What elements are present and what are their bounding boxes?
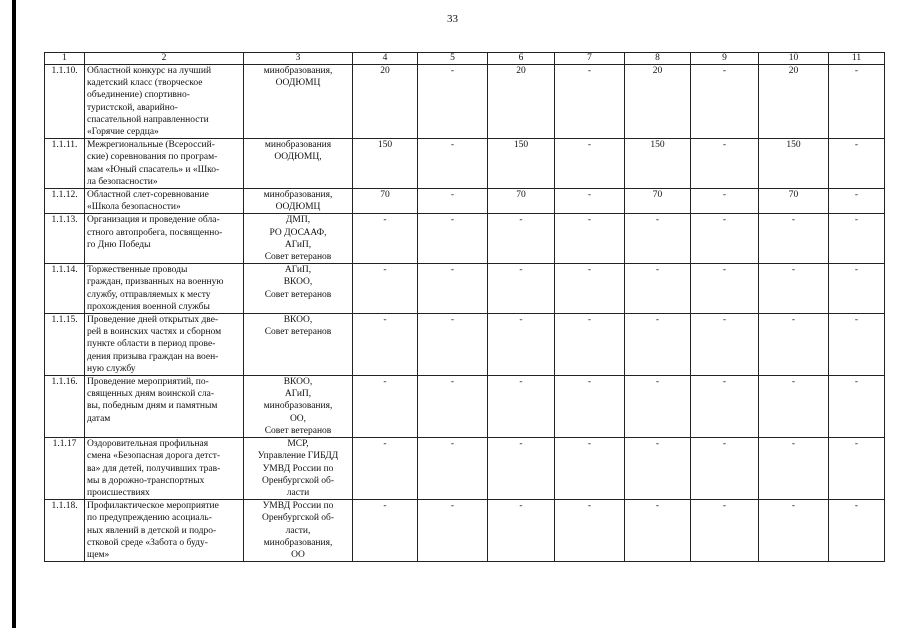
responsible-line: Совет ветеранов (264, 289, 332, 300)
activity-name (85, 500, 244, 562)
activity-name-line: Областной слет-соревнование (87, 190, 209, 201)
value-cell: - (418, 189, 488, 214)
value-cell: - (418, 65, 488, 139)
activities-table (44, 52, 885, 562)
binding-edge (12, 0, 16, 628)
activity-name (85, 214, 244, 264)
value-cell: - (555, 314, 625, 376)
activity-name-line: стковой среде «Забота о буду- (87, 537, 208, 548)
activity-name-line: происшествиях (87, 487, 150, 498)
column-header: 8 (625, 53, 691, 65)
responsible-line: ласти (286, 487, 310, 498)
responsible-executors (244, 65, 353, 139)
responsible-line: УМВД России по (262, 463, 334, 474)
value-cell: - (353, 264, 418, 314)
activity-name (85, 376, 244, 438)
value-cell: - (829, 376, 885, 438)
activity-name-line: датам (87, 413, 111, 424)
table-row (45, 214, 885, 264)
item-number: 1.1.17 (45, 438, 85, 500)
responsible-executors (244, 500, 353, 562)
value-cell: - (625, 314, 691, 376)
value-cell: - (829, 189, 885, 214)
activity-name-line: рей в воинских частях и сборном (87, 327, 222, 338)
activity-name-line: дения призыва граждан на воен- (87, 351, 219, 362)
activity-name-line: смена «Безопасная дорога детст- (87, 451, 221, 462)
responsible-line: минобразования, (263, 537, 333, 548)
value-cell: - (555, 376, 625, 438)
value-cell: - (625, 500, 691, 562)
value-cell: - (555, 189, 625, 214)
activity-name-line: го Дню Победы (87, 239, 151, 250)
responsible-line: УМВД России по (262, 501, 334, 512)
value-cell: - (418, 214, 488, 264)
responsible-line: минобразования, (263, 401, 333, 412)
activity-name-line: пункте области в период прове- (87, 339, 216, 350)
value-cell: - (555, 438, 625, 500)
value-cell: - (829, 65, 885, 139)
responsible-line: Оренбургской об- (261, 513, 335, 524)
activity-name-line: «Школа безопасности» (87, 202, 181, 213)
item-number: 1.1.12. (45, 189, 85, 214)
activity-name-line: по предупреждению асоциаль- (87, 513, 212, 524)
column-header: 3 (244, 53, 353, 65)
value-cell: - (625, 264, 691, 314)
value-cell: - (759, 438, 829, 500)
column-header: 6 (488, 53, 555, 65)
responsible-line: ОО, (289, 413, 307, 424)
table-row (45, 264, 885, 314)
value-cell: - (829, 264, 885, 314)
activity-name-line: граждан, призванных на военную (87, 277, 224, 288)
activity-name-line: Межрегиональные (Всероссий- (87, 140, 215, 151)
value-cell: - (691, 189, 759, 214)
value-cell: - (691, 139, 759, 189)
value-cell: - (418, 376, 488, 438)
responsible-executors (244, 376, 353, 438)
value-cell: - (759, 214, 829, 264)
responsible-executors (244, 438, 353, 500)
value-cell: - (488, 376, 555, 438)
responsible-line: ДМП, (285, 215, 311, 226)
activity-name (85, 189, 244, 214)
table-row (45, 314, 885, 376)
activity-name-line: Оздоровительная профильная (87, 439, 209, 450)
item-number: 1.1.13. (45, 214, 85, 264)
activity-name-line: щем» (87, 549, 110, 560)
item-number: 1.1.16. (45, 376, 85, 438)
value-cell: - (353, 214, 418, 264)
value-cell: - (418, 314, 488, 376)
value-cell: 20 (353, 65, 418, 139)
value-cell: - (488, 500, 555, 562)
table-body (45, 65, 885, 562)
table-row (45, 438, 885, 500)
activity-name-line: Проведение дней открытых две- (87, 315, 219, 326)
item-number: 1.1.18. (45, 500, 85, 562)
column-header: 7 (555, 53, 625, 65)
value-cell: - (555, 500, 625, 562)
value-cell: - (555, 139, 625, 189)
column-header: 2 (85, 53, 244, 65)
value-cell: 150 (488, 139, 555, 189)
responsible-executors (244, 264, 353, 314)
item-number: 1.1.10. (45, 65, 85, 139)
responsible-line: ОО (291, 549, 305, 560)
value-cell: - (691, 438, 759, 500)
responsible-line: ВКОО, (283, 315, 313, 326)
column-header: 4 (353, 53, 418, 65)
activity-name (85, 264, 244, 314)
activity-name-line: ва» для детей, получивших трав- (87, 463, 221, 474)
value-cell: - (759, 264, 829, 314)
activity-name-line: мы в дорожно-транспортных (87, 475, 205, 486)
value-cell: - (625, 376, 691, 438)
activity-name-line: прохождения военной службы (87, 301, 210, 312)
activity-name-line: туристской, аварийно- (87, 102, 178, 113)
responsible-line: ВКОО, (283, 377, 313, 388)
activity-name-line: кадетский класс (творческое (87, 78, 203, 89)
activity-name-line: священных дням воинской сла- (87, 389, 215, 400)
responsible-line: АГиП, (284, 239, 312, 250)
value-cell: - (691, 376, 759, 438)
header-row (45, 53, 885, 65)
activity-name-line: стного автопробега, посвященно- (87, 227, 223, 238)
value-cell: - (829, 314, 885, 376)
activity-name-line: мам «Юный спасатель» и «Шко- (87, 164, 220, 175)
responsible-line: ООДЮМЦ (275, 202, 321, 213)
value-cell: 150 (625, 139, 691, 189)
value-cell: - (829, 139, 885, 189)
value-cell: - (488, 438, 555, 500)
value-cell: - (488, 314, 555, 376)
responsible-line: ласти, (285, 525, 311, 536)
value-cell: 150 (353, 139, 418, 189)
responsible-line: минобразования, (263, 190, 333, 201)
activity-name-line: службу, отправляемых к месту (87, 289, 211, 300)
value-cell: - (691, 264, 759, 314)
item-number: 1.1.14. (45, 264, 85, 314)
activity-name-line: Торжественные проводы (87, 265, 188, 276)
value-cell: 70 (759, 189, 829, 214)
value-cell: - (555, 65, 625, 139)
table-row (45, 189, 885, 214)
value-cell: - (488, 214, 555, 264)
responsible-line: минобразования (264, 140, 332, 151)
value-cell: 20 (488, 65, 555, 139)
value-cell: - (418, 264, 488, 314)
value-cell: - (353, 500, 418, 562)
value-cell: - (691, 500, 759, 562)
value-cell: - (759, 314, 829, 376)
value-cell: - (418, 438, 488, 500)
value-cell: 70 (625, 189, 691, 214)
activity-name-line: ных явлений в детской и подро- (87, 525, 217, 536)
activity-name-line: Профилактическое мероприятие (87, 501, 219, 512)
responsible-executors (244, 139, 353, 189)
activity-name-line: вы, победным дням и памятным (87, 401, 218, 412)
activity-name-line: ские) соревнования по програм- (87, 152, 218, 163)
value-cell: 20 (625, 65, 691, 139)
responsible-line: Совет ветеранов (264, 425, 332, 436)
value-cell: - (353, 376, 418, 438)
activity-name-line: объединение) спортивно- (87, 90, 190, 101)
value-cell: - (418, 500, 488, 562)
value-cell: - (555, 264, 625, 314)
activity-name-line: ла безопасности» (87, 176, 158, 187)
activity-name (85, 314, 244, 376)
column-header: 10 (759, 53, 829, 65)
activity-name-line: Проведение мероприятий, по- (87, 377, 209, 388)
activity-name (85, 438, 244, 500)
value-cell: - (625, 438, 691, 500)
responsible-line: Совет ветеранов (264, 327, 332, 338)
responsible-line: МСР, (287, 439, 309, 450)
responsible-executors (244, 214, 353, 264)
value-cell: - (353, 438, 418, 500)
activity-name-line: Областной конкурс на лучший (87, 66, 212, 76)
responsible-executors (244, 189, 353, 214)
activity-name-line: ную службу (87, 363, 136, 374)
value-cell: - (555, 214, 625, 264)
value-cell: - (625, 214, 691, 264)
value-cell: - (829, 500, 885, 562)
value-cell: 20 (759, 65, 829, 139)
column-header: 9 (691, 53, 759, 65)
value-cell: 150 (759, 139, 829, 189)
activity-name-line: «Горячие сердца» (87, 127, 159, 138)
value-cell: - (691, 65, 759, 139)
responsible-line: АГиП, (284, 389, 312, 400)
responsible-line: ВКОО, (283, 277, 313, 288)
responsible-line: Оренбургской об- (261, 475, 335, 486)
activity-name (85, 139, 244, 189)
value-cell: - (691, 314, 759, 376)
value-cell: - (829, 438, 885, 500)
value-cell: - (829, 214, 885, 264)
table-row (45, 65, 885, 139)
column-header: 1 (45, 53, 85, 65)
value-cell: - (488, 264, 555, 314)
responsible-line: АГиП, (284, 265, 312, 276)
item-number: 1.1.15. (45, 314, 85, 376)
value-cell: - (691, 214, 759, 264)
responsible-executors (244, 314, 353, 376)
value-cell: - (353, 314, 418, 376)
column-header: 5 (418, 53, 488, 65)
responsible-line: РО ДОСААФ, (269, 227, 327, 238)
activity-name (85, 65, 244, 139)
value-cell: - (759, 500, 829, 562)
responsible-line: Управление ГИБДД (257, 451, 339, 462)
activity-name-line: Организация и проведение обла- (87, 215, 220, 226)
table-row (45, 376, 885, 438)
responsible-line: ООДЮМЦ, (274, 152, 322, 163)
page-number: 33 (447, 13, 458, 25)
table-row (45, 500, 885, 562)
activity-name-line: спасательной направленности (87, 114, 209, 125)
responsible-line: Совет ветеранов (264, 252, 332, 263)
item-number: 1.1.11. (45, 139, 85, 189)
responsible-line: минобразования, (263, 66, 333, 76)
value-cell: 70 (353, 189, 418, 214)
value-cell: 70 (488, 189, 555, 214)
table-row (45, 139, 885, 189)
value-cell: - (759, 376, 829, 438)
responsible-line: ООДЮМЦ (275, 78, 321, 89)
column-header: 11 (829, 53, 885, 65)
value-cell: - (418, 139, 488, 189)
